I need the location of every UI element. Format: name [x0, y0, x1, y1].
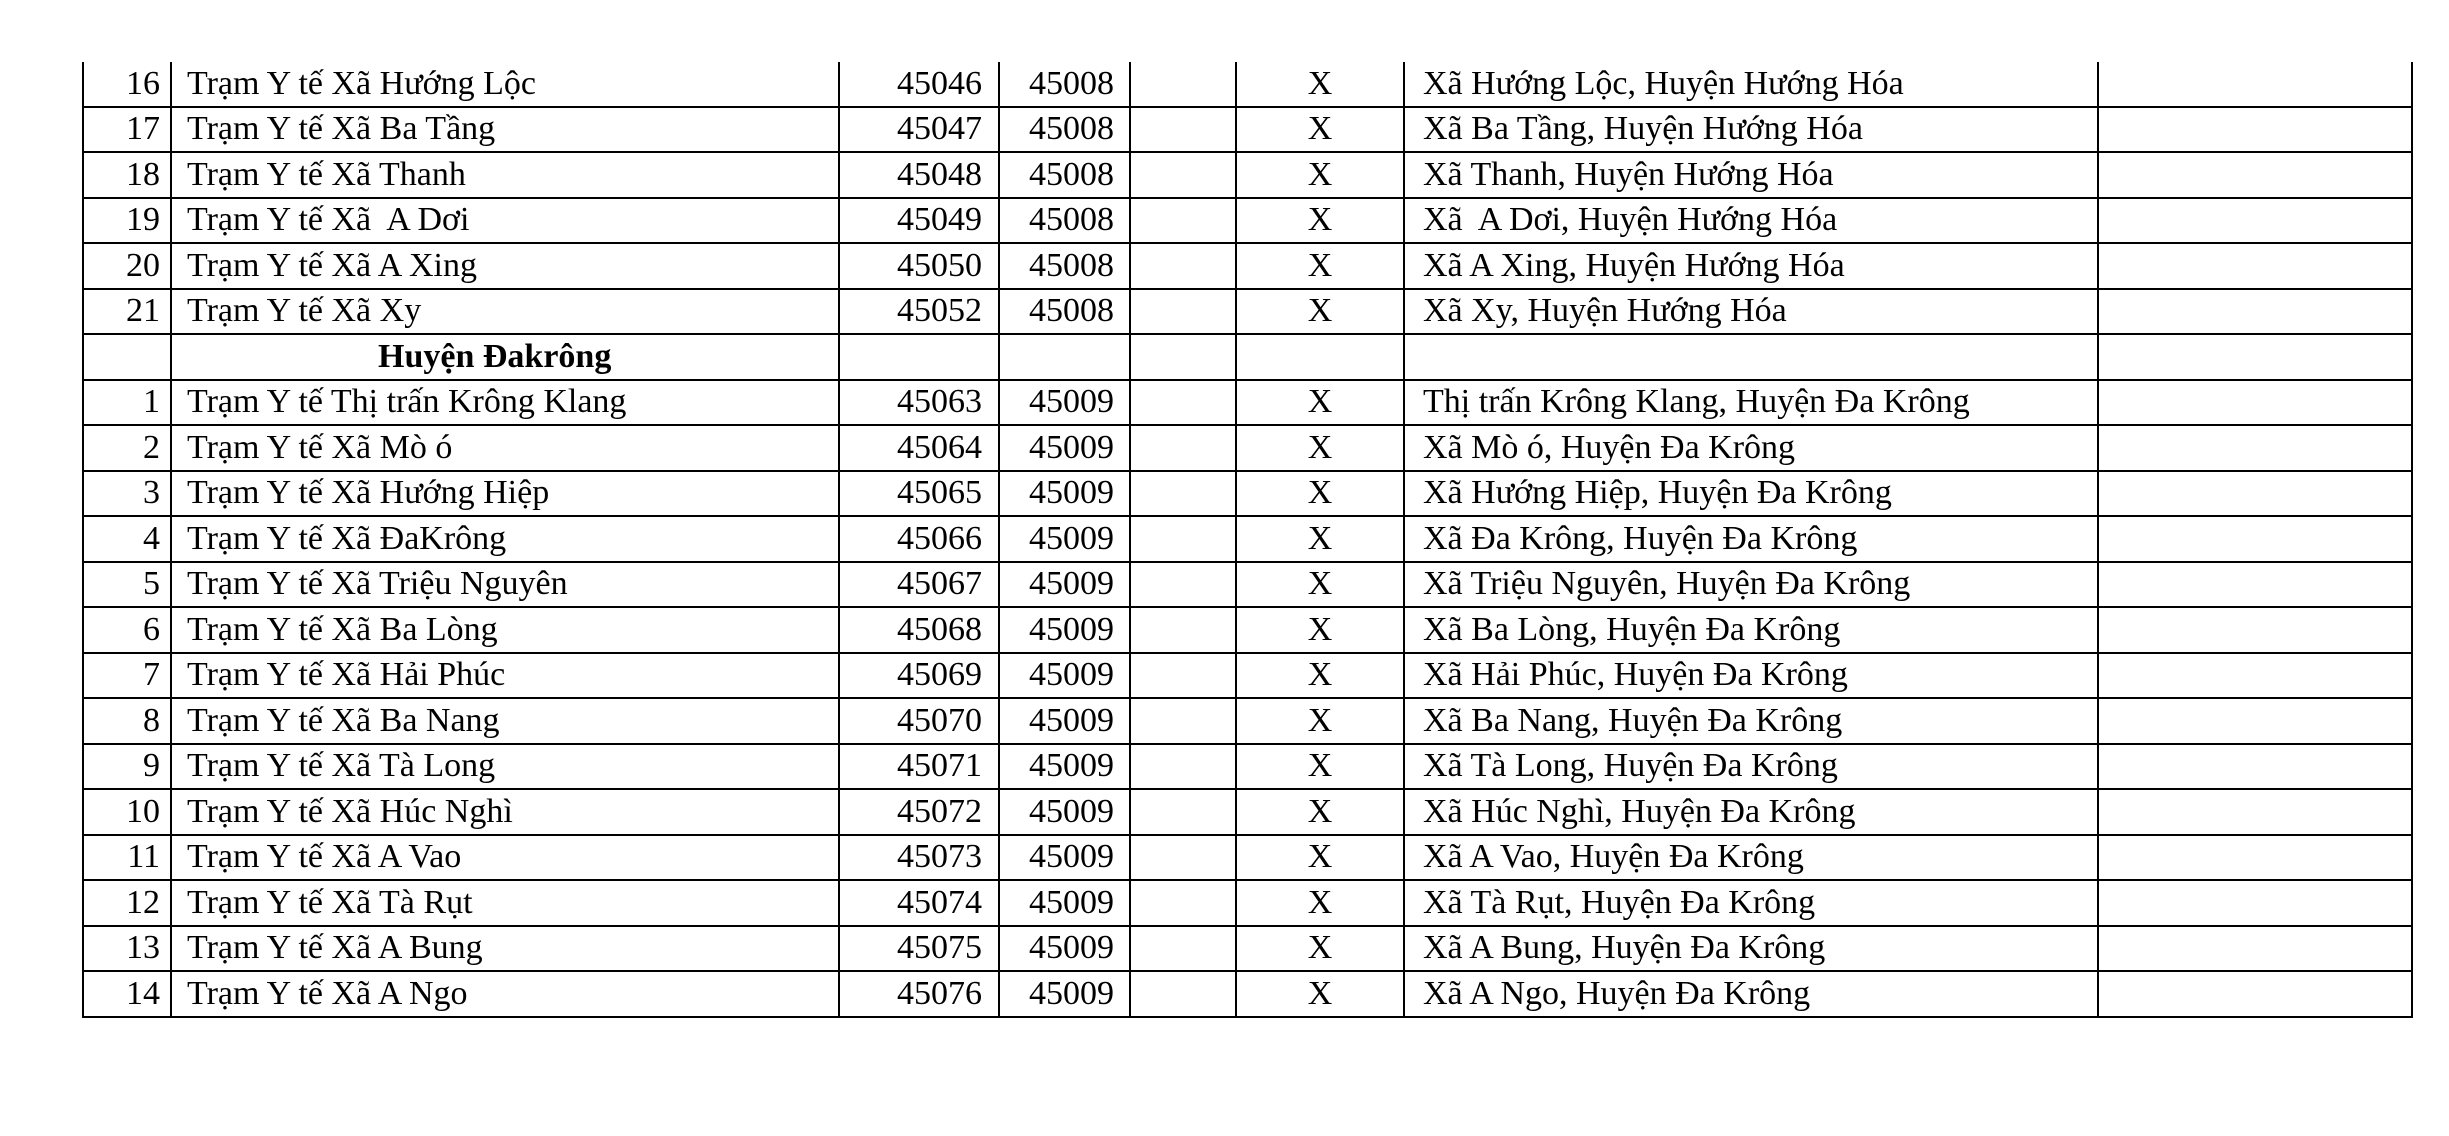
cell-address: Xã Húc Nghì, Huyện Đa Krông [1404, 789, 2098, 835]
cell-note [2098, 926, 2412, 972]
cell-empty [1130, 653, 1236, 699]
health-station-table [82, 62, 2413, 1018]
table-row [83, 926, 2412, 972]
table-row [83, 62, 2412, 107]
cell-number: 20 [83, 243, 171, 289]
table-row [83, 880, 2412, 926]
cell-empty [1130, 152, 1236, 198]
table-row [83, 198, 2412, 244]
cell-empty [1130, 926, 1236, 972]
cell-parent-code: 45009 [999, 789, 1130, 835]
cell-empty [1130, 562, 1236, 608]
cell-number: 18 [83, 152, 171, 198]
cell-mark: X [1236, 516, 1404, 562]
cell-station-name: Trạm Y tế Xã Triệu Nguyên [171, 562, 839, 608]
cell-note [2098, 107, 2412, 153]
table-row [83, 380, 2412, 426]
cell-station-code: 45064 [839, 425, 999, 471]
cell-empty [1130, 62, 1236, 107]
cell-empty [1130, 289, 1236, 335]
cell-mark: X [1236, 971, 1404, 1017]
cell-station-code: 45073 [839, 835, 999, 881]
cell-station-name: Trạm Y tế Xã A Dơi [171, 198, 839, 244]
cell-mark: X [1236, 289, 1404, 335]
cell-number: 13 [83, 926, 171, 972]
cell-station-name: Trạm Y tế Xã Thanh [171, 152, 839, 198]
cell-note [2098, 471, 2412, 517]
district-header-row [83, 334, 2412, 380]
table-row [83, 562, 2412, 608]
cell-mark [1236, 334, 1404, 380]
cell-parent-code: 45008 [999, 198, 1130, 244]
cell-mark: X [1236, 880, 1404, 926]
cell-station-code: 45070 [839, 698, 999, 744]
cell-address: Xã Hướng Lộc, Huyện Hướng Hóa [1404, 62, 2098, 107]
cell-empty [1130, 835, 1236, 881]
cell-address: Xã Đa Krông, Huyện Đa Krông [1404, 516, 2098, 562]
cell-parent-code [999, 334, 1130, 380]
cell-station-name: Trạm Y tế Xã A Xing [171, 243, 839, 289]
table-row [83, 516, 2412, 562]
cell-note [2098, 198, 2412, 244]
cell-parent-code: 45009 [999, 880, 1130, 926]
cell-station-name: Trạm Y tế Xã Ba Tầng [171, 107, 839, 153]
cell-address: Xã Thanh, Huyện Hướng Hóa [1404, 152, 2098, 198]
cell-mark: X [1236, 562, 1404, 608]
table-row [83, 107, 2412, 153]
cell-empty [1130, 880, 1236, 926]
cell-station-code: 45071 [839, 744, 999, 790]
cell-station-name: Trạm Y tế Xã Hải Phúc [171, 653, 839, 699]
cell-note [2098, 698, 2412, 744]
cell-station-code: 45052 [839, 289, 999, 335]
cell-parent-code: 45008 [999, 152, 1130, 198]
cell-parent-code: 45009 [999, 653, 1130, 699]
cell-empty [1130, 334, 1236, 380]
cell-address: Xã Tà Rụt, Huyện Đa Krông [1404, 880, 2098, 926]
cell-note [2098, 425, 2412, 471]
cell-station-code: 45049 [839, 198, 999, 244]
cell-note [2098, 380, 2412, 426]
cell-parent-code: 45008 [999, 62, 1130, 107]
cell-mark: X [1236, 471, 1404, 517]
cell-parent-code: 45009 [999, 698, 1130, 744]
cell-parent-code: 45009 [999, 562, 1130, 608]
table-row [83, 835, 2412, 881]
cell-parent-code: 45009 [999, 744, 1130, 790]
cell-parent-code: 45008 [999, 107, 1130, 153]
cell-station-code: 45047 [839, 107, 999, 153]
cell-station-code [839, 334, 999, 380]
cell-number: 3 [83, 471, 171, 517]
cell-parent-code: 45009 [999, 971, 1130, 1017]
cell-address: Xã A Xing, Huyện Hướng Hóa [1404, 243, 2098, 289]
cell-address: Xã A Bung, Huyện Đa Krông [1404, 926, 2098, 972]
cell-note [2098, 880, 2412, 926]
table-body [83, 62, 2412, 1017]
cell-address: Xã A Ngo, Huyện Đa Krông [1404, 971, 2098, 1017]
cell-note [2098, 334, 2412, 380]
cell-station-code: 45075 [839, 926, 999, 972]
cell-number: 12 [83, 880, 171, 926]
table-row [83, 607, 2412, 653]
cell-empty [1130, 789, 1236, 835]
cell-note [2098, 835, 2412, 881]
cell-number: 21 [83, 289, 171, 335]
cell-mark: X [1236, 198, 1404, 244]
table-row [83, 744, 2412, 790]
cell-mark: X [1236, 243, 1404, 289]
cell-address: Xã Triệu Nguyên, Huyện Đa Krông [1404, 562, 2098, 608]
table-row [83, 789, 2412, 835]
table-row [83, 971, 2412, 1017]
cell-mark: X [1236, 425, 1404, 471]
cell-empty [1130, 744, 1236, 790]
cell-mark: X [1236, 607, 1404, 653]
cell-note [2098, 62, 2412, 107]
cell-station-name: Trạm Y tế Xã Ba Lòng [171, 607, 839, 653]
cell-station-code: 45065 [839, 471, 999, 517]
cell-station-name: Trạm Y tế Xã A Ngo [171, 971, 839, 1017]
cell-station-code: 45046 [839, 62, 999, 107]
cell-address: Xã Tà Long, Huyện Đa Krông [1404, 744, 2098, 790]
table-row [83, 698, 2412, 744]
cell-mark: X [1236, 789, 1404, 835]
cell-parent-code: 45009 [999, 607, 1130, 653]
cell-station-name: Trạm Y tế Xã Hướng Lộc [171, 62, 839, 107]
cell-station-code: 45067 [839, 562, 999, 608]
cell-parent-code: 45008 [999, 289, 1130, 335]
cell-empty [1130, 380, 1236, 426]
cell-station-code: 45069 [839, 653, 999, 699]
cell-station-name: Trạm Y tế Xã Mò ó [171, 425, 839, 471]
cell-station-name: Trạm Y tế Xã ĐaKrông [171, 516, 839, 562]
cell-address: Xã Ba Tầng, Huyện Hướng Hóa [1404, 107, 2098, 153]
cell-number: 19 [83, 198, 171, 244]
cell-station-name: Trạm Y tế Xã Tà Rụt [171, 880, 839, 926]
table-row [83, 653, 2412, 699]
cell-station-name: Trạm Y tế Thị trấn Krông Klang [171, 380, 839, 426]
cell-station-name: Trạm Y tế Xã Húc Nghì [171, 789, 839, 835]
cell-number: 11 [83, 835, 171, 881]
cell-address: Xã Mò ó, Huyện Đa Krông [1404, 425, 2098, 471]
cell-mark: X [1236, 62, 1404, 107]
cell-mark: X [1236, 744, 1404, 790]
cell-address: Xã Hải Phúc, Huyện Đa Krông [1404, 653, 2098, 699]
table-row [83, 289, 2412, 335]
cell-number: 5 [83, 562, 171, 608]
cell-number: 4 [83, 516, 171, 562]
cell-number: 10 [83, 789, 171, 835]
cell-mark: X [1236, 926, 1404, 972]
cell-empty [1130, 698, 1236, 744]
cell-note [2098, 744, 2412, 790]
cell-note [2098, 152, 2412, 198]
district-title: Huyện Đakrông [171, 334, 839, 380]
cell-number: 7 [83, 653, 171, 699]
cell-station-name: Trạm Y tế Xã A Bung [171, 926, 839, 972]
cell-number: 1 [83, 380, 171, 426]
cell-note [2098, 971, 2412, 1017]
cell-address: Xã Xy, Huyện Hướng Hóa [1404, 289, 2098, 335]
table-row [83, 243, 2412, 289]
cell-station-code: 45050 [839, 243, 999, 289]
table-row [83, 152, 2412, 198]
cell-empty [1130, 607, 1236, 653]
cell-number: 14 [83, 971, 171, 1017]
cell-parent-code: 45009 [999, 380, 1130, 426]
cell-parent-code: 45009 [999, 926, 1130, 972]
cell-note [2098, 516, 2412, 562]
cell-note [2098, 243, 2412, 289]
table-row [83, 425, 2412, 471]
cell-empty [1130, 198, 1236, 244]
cell-station-code: 45068 [839, 607, 999, 653]
cell-station-name: Trạm Y tế Xã Xy [171, 289, 839, 335]
cell-address: Xã Ba Nang, Huyện Đa Krông [1404, 698, 2098, 744]
cell-parent-code: 45009 [999, 425, 1130, 471]
cell-station-name: Trạm Y tế Xã Tà Long [171, 744, 839, 790]
cell-address: Xã A Dơi, Huyện Hướng Hóa [1404, 198, 2098, 244]
cell-address: Xã Ba Lòng, Huyện Đa Krông [1404, 607, 2098, 653]
cell-station-name: Trạm Y tế Xã A Vao [171, 835, 839, 881]
cell-address [1404, 334, 2098, 380]
cell-empty [1130, 107, 1236, 153]
cell-note [2098, 562, 2412, 608]
cell-number [83, 334, 171, 380]
cell-mark: X [1236, 835, 1404, 881]
cell-station-code: 45063 [839, 380, 999, 426]
cell-empty [1130, 243, 1236, 289]
cell-number: 16 [83, 62, 171, 107]
cell-mark: X [1236, 653, 1404, 699]
cell-note [2098, 607, 2412, 653]
cell-number: 6 [83, 607, 171, 653]
cell-number: 17 [83, 107, 171, 153]
cell-station-code: 45048 [839, 152, 999, 198]
cell-parent-code: 45009 [999, 471, 1130, 517]
cell-mark: X [1236, 152, 1404, 198]
cell-parent-code: 45009 [999, 835, 1130, 881]
cell-address: Thị trấn Krông Klang, Huyện Đa Krông [1404, 380, 2098, 426]
cell-station-name: Trạm Y tế Xã Hướng Hiệp [171, 471, 839, 517]
cell-station-code: 45074 [839, 880, 999, 926]
cell-number: 2 [83, 425, 171, 471]
cell-note [2098, 789, 2412, 835]
cell-station-code: 45072 [839, 789, 999, 835]
cell-mark: X [1236, 107, 1404, 153]
cell-number: 8 [83, 698, 171, 744]
cell-empty [1130, 425, 1236, 471]
cell-empty [1130, 471, 1236, 517]
cell-empty [1130, 516, 1236, 562]
cell-note [2098, 653, 2412, 699]
cell-note [2098, 289, 2412, 335]
cell-address: Xã Hướng Hiệp, Huyện Đa Krông [1404, 471, 2098, 517]
cell-parent-code: 45009 [999, 516, 1130, 562]
cell-station-code: 45076 [839, 971, 999, 1017]
cell-address: Xã A Vao, Huyện Đa Krông [1404, 835, 2098, 881]
cell-number: 9 [83, 744, 171, 790]
table-row [83, 471, 2412, 517]
cell-mark: X [1236, 698, 1404, 744]
cell-parent-code: 45008 [999, 243, 1130, 289]
cell-empty [1130, 971, 1236, 1017]
cell-station-name: Trạm Y tế Xã Ba Nang [171, 698, 839, 744]
cell-station-code: 45066 [839, 516, 999, 562]
cell-mark: X [1236, 380, 1404, 426]
